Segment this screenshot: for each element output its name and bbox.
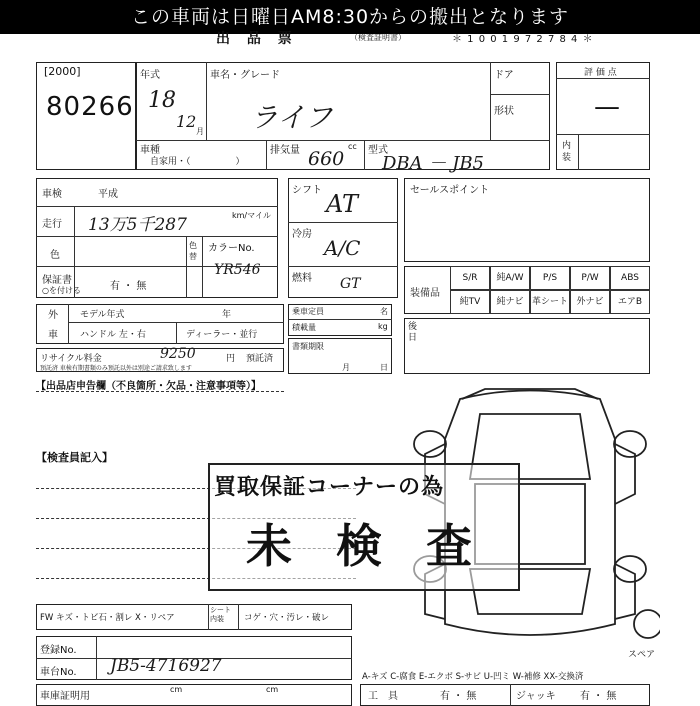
shaken-value: 平成 xyxy=(98,189,118,200)
damage-legend: A-キズ C-腐食 E-エクボ S-サビ U-凹ミ W-補修 XX-交換済 xyxy=(362,672,584,682)
warranty-value: 有 ・ 無 xyxy=(110,281,147,292)
load-unit: kg xyxy=(378,322,388,331)
color-no-value: YR546 xyxy=(214,262,261,278)
handle-label: ハンドル 左・右 xyxy=(80,330,146,340)
recycle-note: 預託済 車検有期書類のみ預託以外は別途ご請求致します xyxy=(40,365,192,372)
interior-label: 内装 xyxy=(562,141,572,163)
tools-value: 有 ・ 無 xyxy=(440,691,477,702)
color-label: 色 xyxy=(50,250,60,261)
car-rear-right-fender xyxy=(615,564,635,619)
banner: この車両は日曜日AM8:30からの搬出となります xyxy=(0,0,700,34)
spare-label: スペア xyxy=(628,650,656,660)
car-type-label: 車種 xyxy=(140,145,160,156)
import-label-a: 外 xyxy=(48,310,58,321)
displacement-value: 660 xyxy=(308,148,345,170)
cc-unit: cc xyxy=(348,142,357,151)
displacement-label: 排気量 xyxy=(270,145,300,156)
shift-value: AT xyxy=(326,190,359,218)
recycle-value: 9250 xyxy=(160,346,196,362)
equipment-item: 純A/W xyxy=(490,266,530,290)
form-subtitle: （検査証明書） xyxy=(350,33,406,42)
warranty-label: 保証書 xyxy=(42,275,72,286)
equipment-item: 純ナビ xyxy=(490,290,530,314)
recycle-label: リサイクル料金 xyxy=(40,354,102,364)
shape-label: 形状 xyxy=(494,106,514,117)
door-label: ドア xyxy=(494,70,514,81)
equipment-item: エアB xyxy=(610,290,650,314)
seller-remarks-label: 【出品店申告欄（不良箇所・欠品・注意事項等）】 xyxy=(36,381,261,392)
shift-label: シフト xyxy=(292,185,322,196)
chassis-value: JB5-4716927 xyxy=(110,656,222,676)
equipment-item: S/R xyxy=(450,266,490,290)
damage-mid: シート内装 xyxy=(210,606,231,623)
color-change-label: 色替 xyxy=(189,241,197,261)
front-right-wheel xyxy=(614,431,646,457)
sales-point-label: セールスポイント xyxy=(410,185,490,196)
registration-label: 登録No. xyxy=(40,645,77,656)
equipment-item: 外ナビ xyxy=(570,290,610,314)
month-value: 12 xyxy=(176,112,197,131)
equipment-item: P/S xyxy=(530,266,570,290)
lot-number: 80266 xyxy=(46,92,134,122)
inspector-label: 【検査員記入】 xyxy=(36,451,113,464)
equipment-label: 装備品 xyxy=(410,288,440,299)
equipment-item: P/W xyxy=(570,266,610,290)
load-label: 積載量 xyxy=(292,323,316,332)
evaluation-score: — xyxy=(594,92,620,122)
damage-left: FW キズ・トビ石・割レ X・リペア xyxy=(40,613,175,623)
tools-label: 工 具 xyxy=(368,691,398,702)
certificate-cm-1: cm xyxy=(170,685,183,694)
dealer-label: ディーラー・並行 xyxy=(186,330,258,340)
lot-year-tag: [2000] xyxy=(44,65,81,78)
color-no-label: カラーNo. xyxy=(208,243,255,254)
month-unit: 月 xyxy=(196,127,204,136)
car-name: ライフ xyxy=(250,101,333,134)
capacity-unit: 名 xyxy=(380,307,388,316)
model-value: DBA － JB5 xyxy=(382,153,484,174)
expiry-label: 書類期限 xyxy=(292,342,324,351)
capacity-label: 乗車定員 xyxy=(292,307,324,316)
warranty-note: ○を付ける xyxy=(42,286,81,295)
rear-right-wheel xyxy=(614,556,646,582)
barcode-number: ＊ 1 0 0 1 9 7 2 7 8 4 ＊ xyxy=(452,34,594,45)
certificate-label: 車庫証明用 xyxy=(40,691,90,702)
rear-box xyxy=(404,318,650,374)
equipment-item: ABS xyxy=(610,266,650,290)
fuel-value: GT xyxy=(340,276,361,292)
car-name-label: 車名・グレード xyxy=(210,70,280,81)
evaluation-label: 評 価 点 xyxy=(584,68,617,78)
stamp-line1: 買取保証コーナーの為 xyxy=(214,475,445,500)
equipment-item: 革シート xyxy=(530,290,570,314)
rear-label: 後日 xyxy=(408,322,418,343)
model-year-unit: 年 xyxy=(222,310,232,320)
spare-tire xyxy=(634,610,660,638)
car-type-value: 自家用・（ ） xyxy=(150,157,245,167)
expiry-day: 日 xyxy=(380,363,388,372)
mileage-label: 走行 xyxy=(42,219,62,230)
shaken-label: 車検 xyxy=(42,189,62,200)
recycle-deposit: 預託済 xyxy=(246,354,274,364)
fuel-label: 燃料 xyxy=(292,273,312,284)
front-left-wheel xyxy=(414,431,446,457)
jack-value: 有 ・ 無 xyxy=(580,691,617,702)
recycle-unit: 円 xyxy=(226,354,236,364)
equipment-item: 純TV xyxy=(450,290,490,314)
equipment-grid xyxy=(450,266,650,314)
model-label: 型式 xyxy=(368,145,388,156)
year-value: 18 xyxy=(148,88,176,113)
form-title: 出 品 票 xyxy=(216,31,298,47)
jack-label: ジャッキ xyxy=(516,691,556,702)
inspection-table xyxy=(36,178,278,298)
model-year-label: モデル年式 xyxy=(80,310,125,320)
year-label: 年式 xyxy=(140,70,160,81)
chassis-label: 車台No. xyxy=(40,667,77,678)
expiry-month: 月 xyxy=(342,363,350,372)
ac-value: A/C xyxy=(324,236,361,260)
import-label-b: 車 xyxy=(48,330,58,341)
mileage-value: 13万5千287 xyxy=(88,215,187,235)
stamp-line2: 未 検 査 xyxy=(246,519,487,573)
damage-right: コゲ・穴・汚レ・破レ xyxy=(244,613,330,623)
mileage-unit: km/マイル xyxy=(232,211,271,220)
certificate-cm-2: cm xyxy=(266,685,279,694)
ac-label: 冷房 xyxy=(292,229,312,240)
